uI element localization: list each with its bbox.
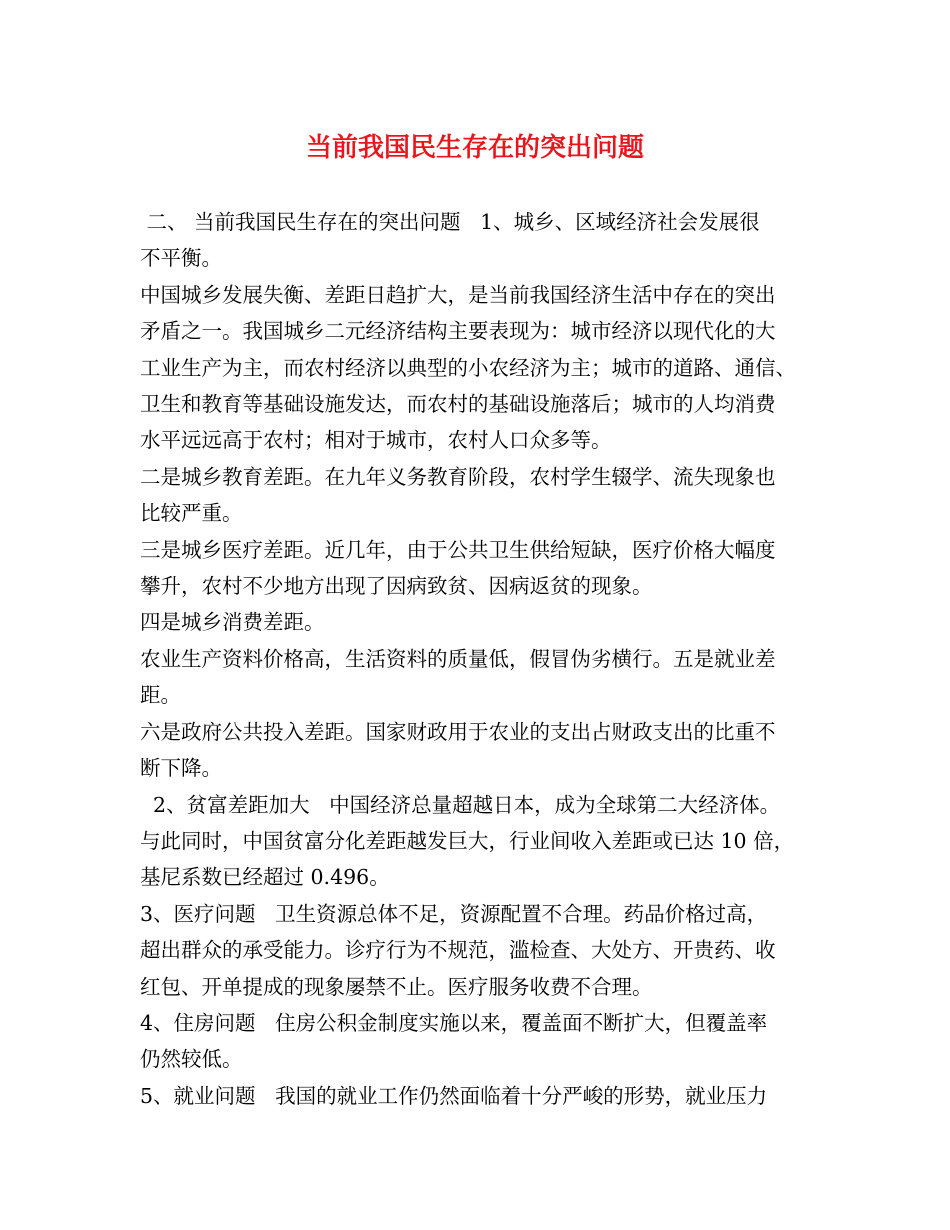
document-title: 当前我国民生存在的突出问题 bbox=[305, 133, 644, 163]
body-line: 基尼系数已经超过 0.496。 bbox=[140, 865, 390, 890]
body-line: 断下降。 bbox=[140, 756, 222, 781]
body-line: 二是城乡教育差距。在九年义务教育阶段，农村学生辍学、流失现象也 bbox=[140, 464, 776, 489]
body-line: 5、就业问题 我国的就业工作仍然面临着十分严峻的形势，就业压力 bbox=[140, 1083, 768, 1108]
body-line: 与此同时，中国贫富分化差距越发巨大，行业间收入差距或已达 10 倍， bbox=[140, 828, 795, 853]
body-line: 三是城乡医疗差距。近几年，由于公共卫生供给短缺，医疗价格大幅度 bbox=[140, 537, 776, 562]
body-line: 矛盾之一。我国城乡二元经济结构主要表现为：城市经济以现代化的大 bbox=[140, 319, 776, 344]
body-line: 仍然较低。 bbox=[140, 1047, 243, 1072]
body-line: 卫生和教育等基础设施发达，而农村的基础设施落后；城市的人均消费 bbox=[140, 392, 776, 417]
body-line: 4、住房问题 住房公积金制度实施以来，覆盖面不断扩大，但覆盖率 bbox=[140, 1010, 768, 1035]
body-line: 水平远远高于农村；相对于城市，农村人口众多等。 bbox=[140, 428, 612, 453]
body-line: 红包、开单提成的现象屡禁不止。医疗服务收费不合理。 bbox=[140, 974, 653, 999]
body-line: 农业生产资料价格高，生活资料的质量低，假冒伪劣横行。五是就业差 bbox=[140, 646, 776, 671]
body-line: 不平衡。 bbox=[140, 246, 222, 271]
body-line: 2、贫富差距加大 中国经济总量超越日本，成为全球第二大经济体。 bbox=[140, 792, 781, 817]
body-line: 攀升，农村不少地方出现了因病致贫、因病返贫的现象。 bbox=[140, 574, 653, 599]
body-line: 六是政府公共投入差距。国家财政用于农业的支出占财政支出的比重不 bbox=[140, 719, 776, 744]
body-line: 四是城乡消费差距。 bbox=[140, 610, 325, 635]
body-line: 超出群众的承受能力。诊疗行为不规范，滥检查、大处方、开贵药、收 bbox=[140, 938, 776, 963]
body-line: 比较严重。 bbox=[140, 501, 243, 526]
body-line: 3、医疗问题 卫生资源总体不足，资源配置不合理。药品价格过高， bbox=[140, 901, 768, 926]
document-body bbox=[140, 204, 830, 1114]
body-line: 距。 bbox=[140, 683, 181, 708]
body-line: 二、 当前我国民生存在的突出问题 1、城乡、区域经济社会发展很 bbox=[140, 210, 760, 234]
body-line: 工业生产为主，而农村经济以典型的小农经济为主；城市的道路、通信、 bbox=[140, 355, 796, 380]
body-line: 中国城乡发展失衡、差距日趋扩大，是当前我国经济生活中存在的突出 bbox=[140, 282, 776, 307]
